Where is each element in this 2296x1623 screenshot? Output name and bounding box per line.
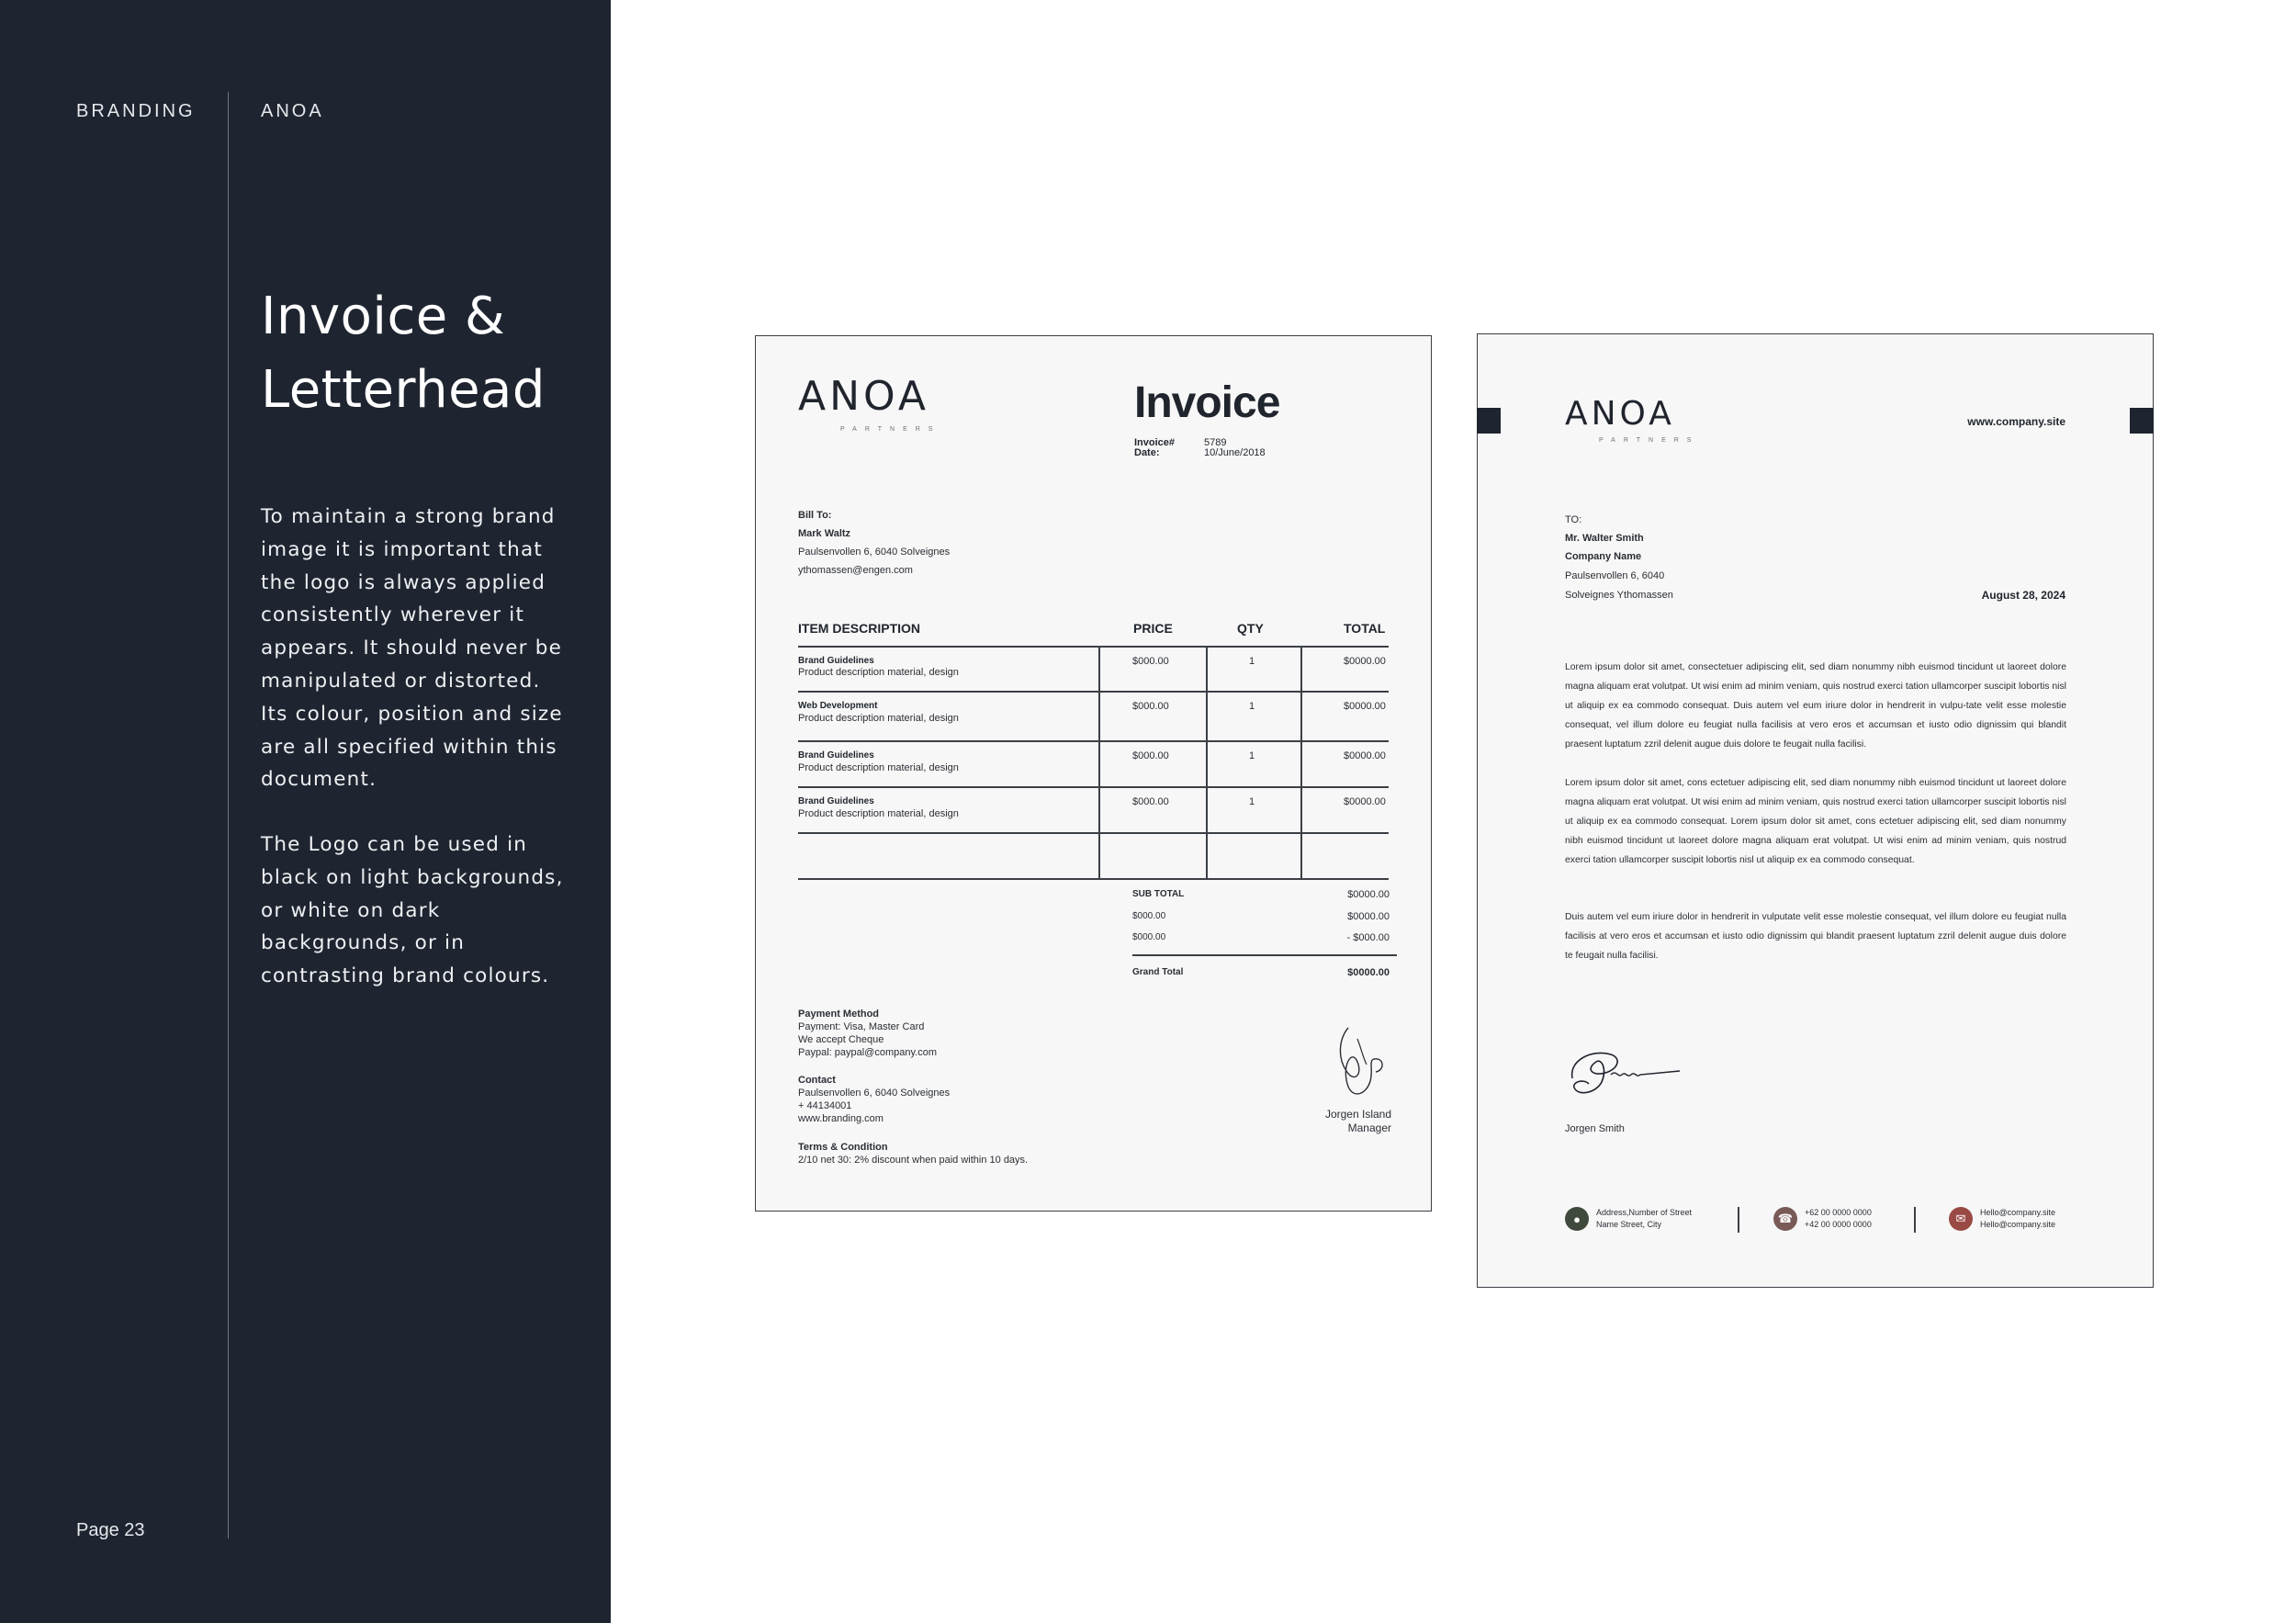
item-description: Product description material, design: [798, 713, 959, 724]
subtotal-label: SUB TOTAL: [1132, 889, 1185, 899]
contact-line: Address,Number of Street: [1596, 1208, 1693, 1217]
terms-label: Terms & Condition: [798, 1142, 888, 1153]
item-title: Brand Guidelines: [798, 750, 874, 761]
invoice-title: Invoice: [1134, 378, 1280, 427]
contact-line: +62 00 0000 0000: [1805, 1208, 1872, 1217]
invoice-number-label: Invoice#: [1134, 437, 1176, 448]
letterhead-logo-subtitle: PARTNERS: [1599, 437, 1700, 444]
signature-image: [1565, 1042, 1684, 1106]
item-qty: 1: [1249, 701, 1255, 712]
contact-phone: [1773, 1207, 1872, 1231]
item-description: Product description material, design: [798, 762, 959, 773]
grand-total-label: Grand Total: [1132, 967, 1184, 977]
recipient-city: Solveignes Ythomassen: [1565, 590, 1673, 601]
bill-to-label: Bill To:: [798, 510, 832, 521]
signature-image: [1330, 1020, 1394, 1103]
bill-to-email: ythomassen@engen.com: [798, 565, 913, 576]
page-number: Page 23: [76, 1520, 145, 1540]
to-label: TO:: [1565, 514, 1582, 525]
table-column-rule: [1300, 646, 1302, 878]
item-title: Brand Guidelines: [798, 656, 874, 666]
bill-to-address: Paulsenvollen 6, 6040 Solveignes: [798, 547, 951, 558]
body-paragraph: Lorem ipsum dolor sit amet, cons ectetuer adipiscing elit, sed diam nonummy nibh euismod tincidunt ut laoreet dolore magna aliquam erat volutpat. Ut wisi enim ad minim veniam, quis nostrud exerci tation ullamcorper suscipit lobortis nisl ut aliquip ex ea commodo consequat. Lorem ipsum dolor sit amet, cons ectetuer adipiscing elit, sed diam nonummy nibh euismod tincidunt ut laoreet dolore magna aliquam erat volutpat. Ut wisi enim ad minim veniam, quis nostrud exerci tation ullamcorper suscipit lobortis nisl ut aliquip ex ea commodo consequat.: [1565, 778, 2066, 865]
payment-line: Payment: Visa, Master Card: [798, 1021, 925, 1032]
contact-line: Hello@company.site: [1980, 1208, 2056, 1217]
contact-label: Contact: [798, 1075, 836, 1086]
contact-line: Paulsenvollen 6, 6040 Solveignes: [798, 1088, 951, 1099]
subtotal-value: $0000.00: [1347, 889, 1390, 900]
item-title: Brand Guidelines: [798, 796, 874, 806]
item-description: Product description material, design: [798, 667, 959, 678]
grand-total-value: $0000.00: [1347, 967, 1390, 978]
table-column-rule: [1098, 646, 1100, 878]
phone-icon: ☎: [1773, 1207, 1797, 1231]
item-qty: 1: [1249, 750, 1255, 761]
item-total: $0000.00: [1344, 750, 1386, 761]
invoice-logo: ANOA: [798, 373, 929, 420]
discount-label: $000.00: [1132, 932, 1166, 942]
contact-line: Name Street, City: [1596, 1220, 1662, 1229]
signer-name: Jorgen Smith: [1565, 1123, 1625, 1134]
item-qty: 1: [1249, 796, 1255, 807]
brand-label: ANOA: [261, 101, 324, 121]
body-paragraph: Lorem ipsum dolor sit amet, consectetuer adipiscing elit, sed diam nonummy nibh euismod tincidunt ut laoreet dolore magna aliquam erat volutpat. Ut wisi enim ad minim veniam, quis nostrud exerci tation ullamcorper suscipit lobortis nisl ut aliquip ex ea commodo consequat. Duis autem vel eum iriure dolor in hendrerit in vulpu-tate velit esse molestie consequat, vel illum dolore eu feugiat nulla facilisis at vero eros et accumsan et iusto odio dignissim qui blandit praesent luptatum zzril delenit augue duis dolore te feugait nulla facilisi.: [1565, 662, 2066, 750]
invoice-date-label: Date:: [1134, 447, 1160, 458]
invoice-logo-subtitle: PARTNERS: [840, 426, 941, 433]
invoice-date: 10/June/2018: [1204, 447, 1266, 458]
column-header-total: TOTAL: [1344, 621, 1386, 636]
fold-mark-left: [1477, 408, 1501, 434]
item-total: $0000.00: [1344, 701, 1386, 712]
letter-date: August 28, 2024: [1981, 589, 2065, 602]
invoice-signer: [1325, 1108, 1391, 1135]
recipient-name: Mr. Walter Smith: [1565, 533, 1644, 544]
bill-to-name: Mark Waltz: [798, 528, 851, 539]
item-total: $0000.00: [1344, 796, 1386, 807]
signer-role: Manager: [1347, 1121, 1391, 1134]
totals-rule: [1132, 954, 1397, 956]
item-price: $000.00: [1132, 701, 1169, 712]
column-header-description: ITEM DESCRIPTION: [798, 621, 921, 636]
table-column-rule: [1206, 646, 1208, 878]
column-header-price: PRICE: [1133, 621, 1173, 636]
item-total: $0000.00: [1344, 656, 1386, 667]
section-label: BRANDING: [76, 101, 196, 121]
item-title: Web Development: [798, 701, 878, 711]
contact-line: +42 00 0000 0000: [1805, 1220, 1872, 1229]
contact-divider: [1738, 1207, 1739, 1233]
title-line-1: Invoice &: [261, 287, 506, 346]
letterhead-logo: ANOA: [1565, 395, 1675, 433]
contact-address: [1565, 1207, 1692, 1231]
logo-usage-paragraph: The Logo can be used in black on light backgrounds, or white on dark backgrounds, or in contrasting brand colours.: [261, 833, 564, 988]
extra-charge-label: $000.00: [1132, 911, 1166, 921]
invoice-number: 5789: [1204, 437, 1227, 448]
body-paragraph: Duis autem vel eum iriure dolor in hendrerit in vulputate velit esse molestie consequat, vel illum dolore eu feugiat nulla facilisis at vero eros et accumsan et iusto odio dignissim qui blandit praesent luptatum zzril delenit augue duis dolore te feugait nulla facilisi.: [1565, 912, 2066, 961]
invoice-mockup: [755, 335, 1432, 1212]
vertical-divider: [228, 92, 229, 1538]
item-price: $000.00: [1132, 796, 1169, 807]
payment-method-label: Payment Method: [798, 1009, 880, 1020]
discount-value: - $000.00: [1346, 932, 1390, 943]
recipient-address: Paulsenvollen 6, 6040: [1565, 570, 1665, 581]
item-price: $000.00: [1132, 656, 1169, 667]
signer-name: Jorgen Island: [1324, 1108, 1391, 1121]
letterhead-mockup: [1477, 333, 2154, 1288]
sidebar: [0, 0, 611, 1623]
column-header-qty: QTY: [1237, 621, 1264, 636]
contact-divider: [1914, 1207, 1916, 1233]
contact-line: Hello@company.site: [1980, 1220, 2056, 1229]
terms-line: 2/10 net 30: 2% discount when paid within 10 days.: [798, 1155, 1029, 1166]
intro-paragraph: To maintain a strong brand image it is important that the logo is always applied consistently wherever it appears. It should never be manipulated or distorted. Its colour, position and size are all specified within this document.: [261, 505, 563, 792]
item-price: $000.00: [1132, 750, 1169, 761]
fold-mark-right: [2130, 408, 2154, 434]
website: www.company.site: [1967, 415, 2065, 428]
title-line-2: Letterhead: [261, 360, 546, 420]
location-pin-icon: ●: [1565, 1207, 1589, 1231]
payment-line: Paypal: paypal@company.com: [798, 1047, 937, 1058]
item-description: Product description material, design: [798, 808, 959, 819]
contact-line: + 44134001: [798, 1100, 852, 1111]
contact-email: [1949, 1207, 2055, 1231]
payment-line: We accept Cheque: [798, 1034, 884, 1045]
recipient-company: Company Name: [1565, 551, 1642, 562]
mail-icon: ✉: [1949, 1207, 1973, 1231]
table-rule: [798, 878, 1389, 880]
extra-charge-value: $0000.00: [1347, 911, 1390, 922]
item-qty: 1: [1249, 656, 1255, 667]
page-title: [261, 280, 591, 427]
contact-line: www.branding.com: [798, 1113, 884, 1124]
